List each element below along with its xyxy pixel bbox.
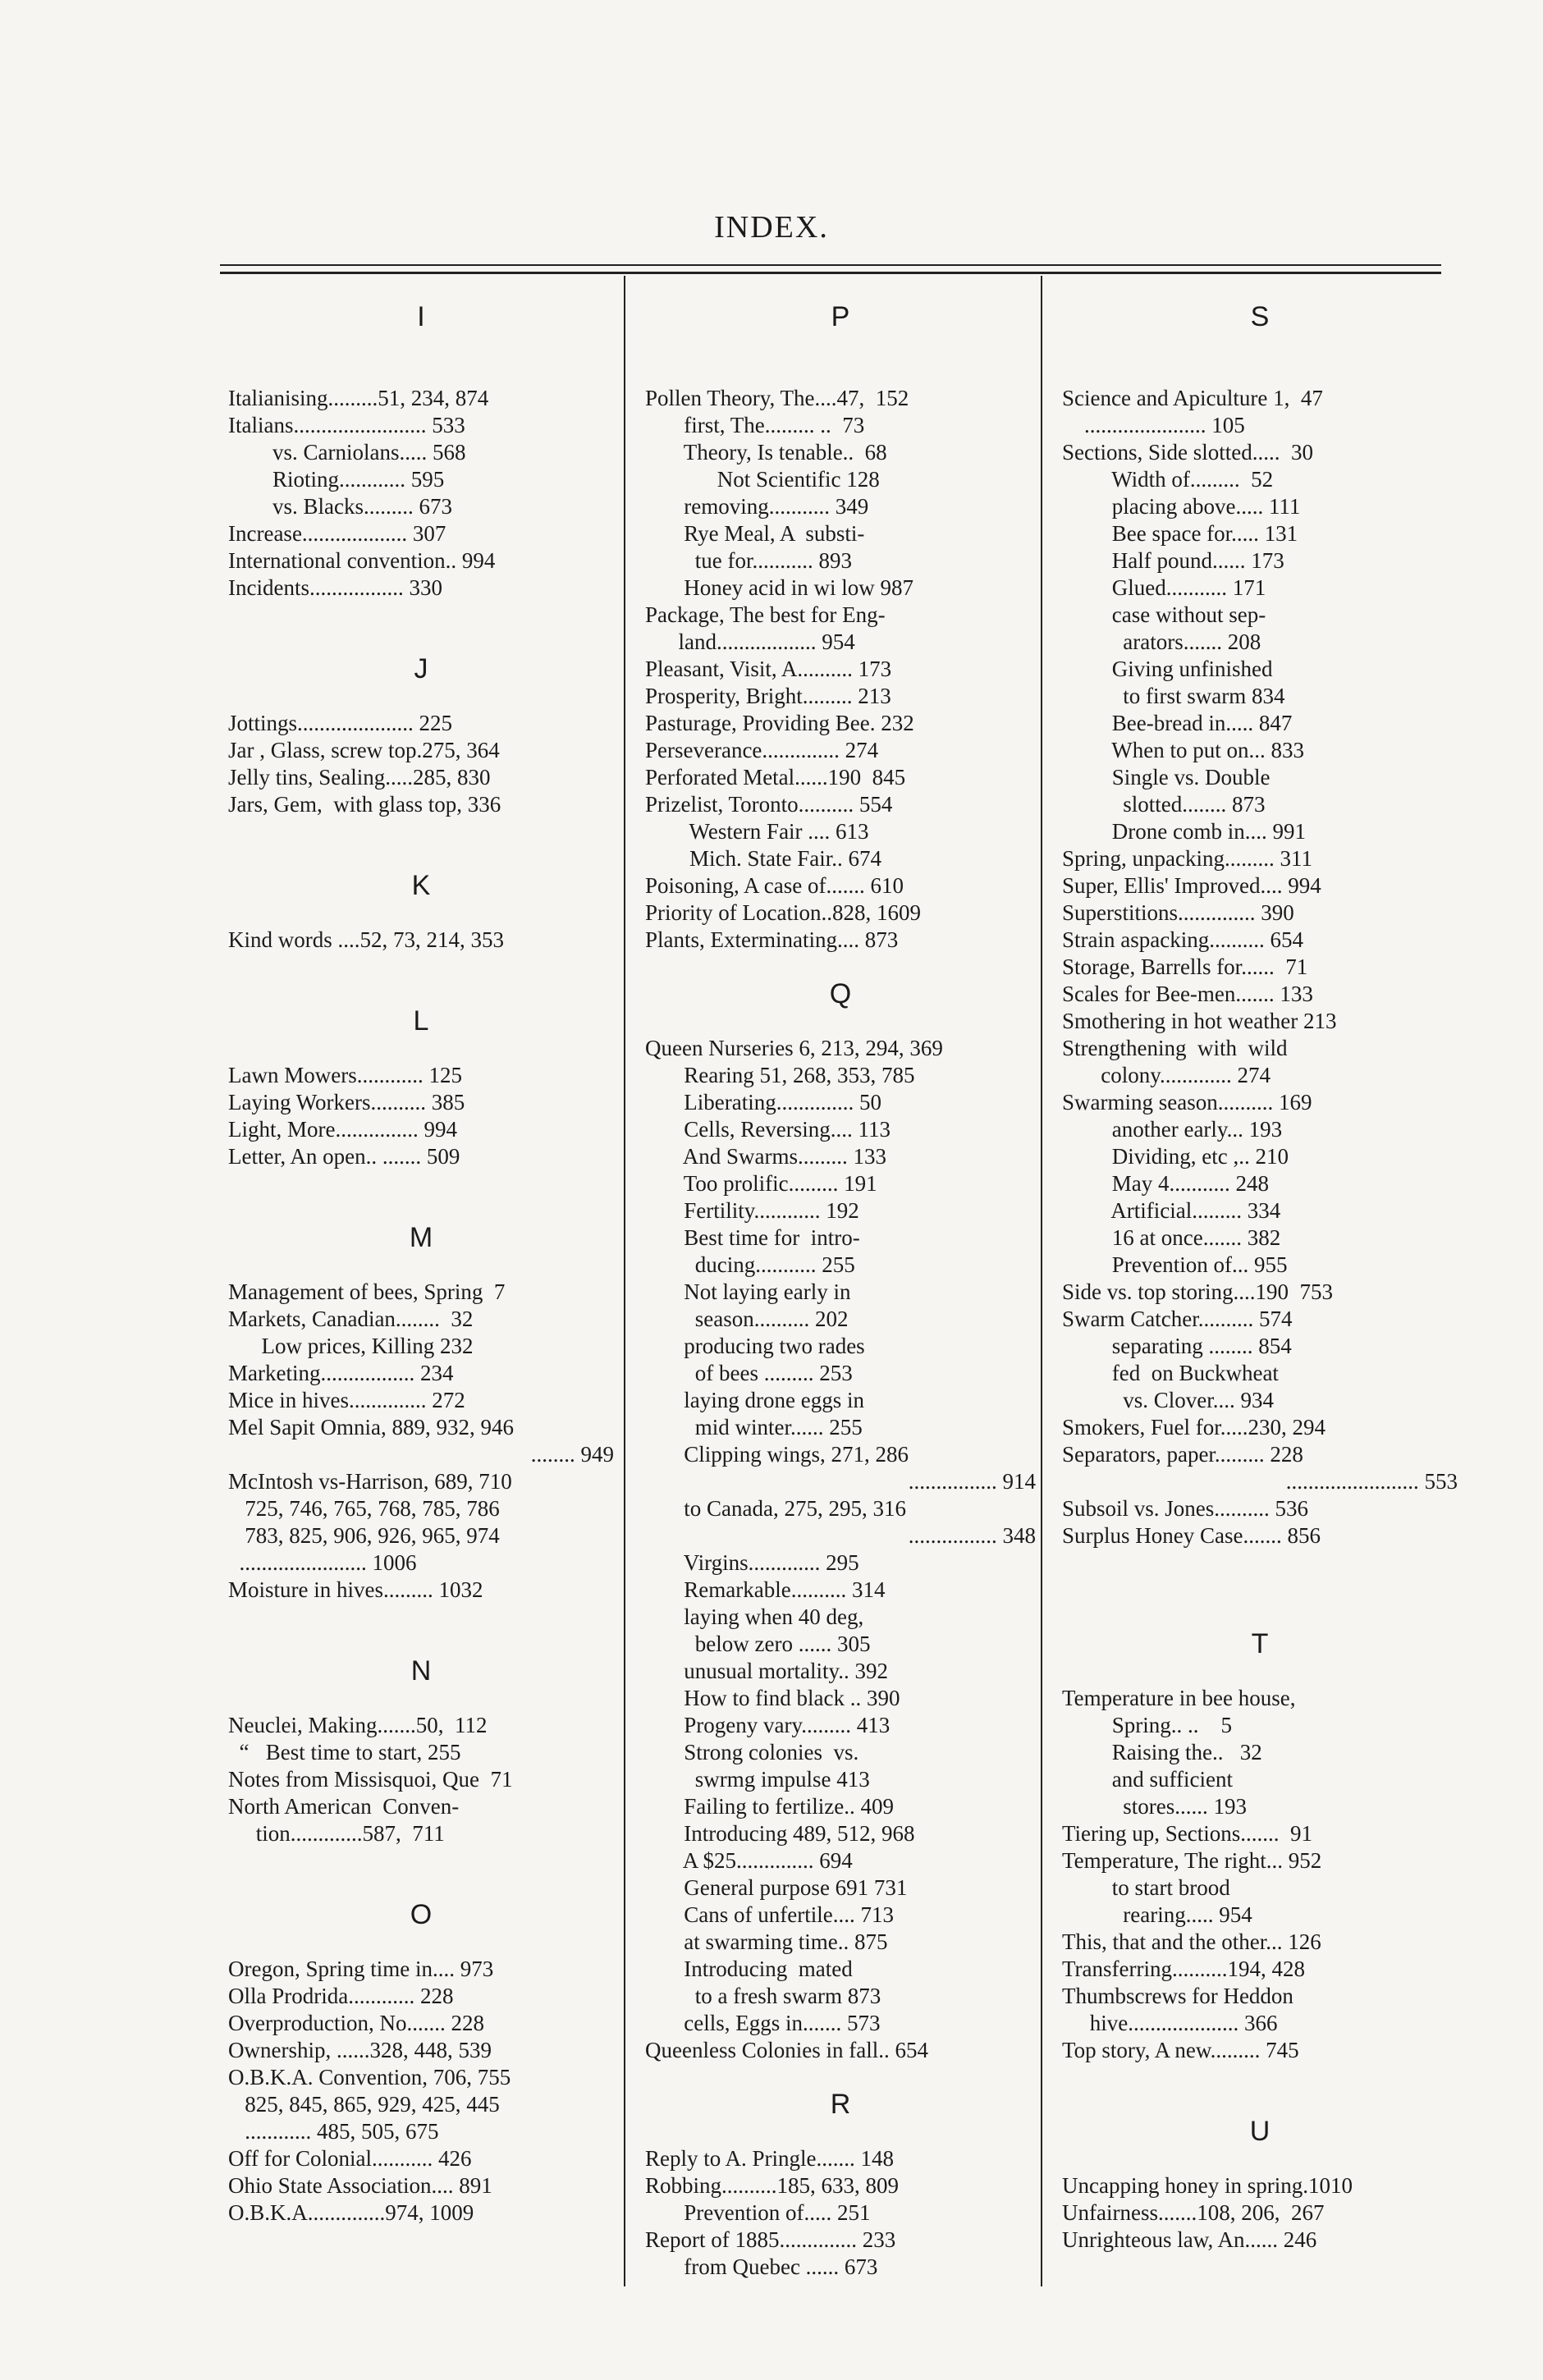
index-entry: stores...... 193 <box>1062 1794 1247 1819</box>
spacer <box>228 899 614 927</box>
index-entry: Failing to fertilize.. 409 <box>645 1794 894 1819</box>
index-entry: 783, 825, 906, 926, 965, 974 <box>228 1523 500 1548</box>
index-entry: Side vs. top storing....190 753 <box>1062 1279 1334 1304</box>
section-letter: U <box>1249 2116 1271 2147</box>
index-entry: Single vs. Double <box>1062 765 1271 790</box>
index-entry: Moisture in hives......... 1032 <box>228 1577 483 1602</box>
index-entry: Progeny vary......... 413 <box>645 1713 891 1737</box>
index-entry: Increase................... 307 <box>228 521 446 546</box>
spacer <box>228 1847 614 1874</box>
index-entry: Mel Sapit Omnia, 889, 932, 946 <box>228 1415 514 1439</box>
index-entry: Smothering in hot weather 213 <box>1062 1009 1337 1033</box>
index-entry: May 4........... 248 <box>1062 1171 1269 1196</box>
section-letter: K <box>411 870 431 901</box>
index-entry: from Quebec ...... 673 <box>645 2254 878 2279</box>
index-entry: Thumbscrews for Heddon <box>1062 1984 1293 2008</box>
section-letter: Q <box>829 978 852 1009</box>
index-entry: Off for Colonial........... 426 <box>228 2146 472 2171</box>
index-entry: Management of bees, Spring 7 <box>228 1279 506 1304</box>
spacer <box>645 1008 1036 1035</box>
section-letter: L <box>413 1005 429 1037</box>
section-letter: P <box>831 301 850 332</box>
index-entry: Overproduction, No....... 228 <box>228 2011 484 2035</box>
index-entry: Superstitions.............. 390 <box>1062 900 1294 925</box>
index-entry: at swarming time.. 875 <box>645 1929 888 1954</box>
index-entry: Smokers, Fuel for.....230, 294 <box>1062 1415 1326 1439</box>
index-entry: Notes from Missisquoi, Que 71 <box>228 1767 513 1792</box>
spacer <box>228 1170 614 1197</box>
index-entry: rearing..... 954 <box>1062 1902 1252 1927</box>
spacer <box>1062 1658 1458 1685</box>
spacer <box>228 1929 614 1956</box>
index-entry: Prevention of... 955 <box>1062 1252 1288 1277</box>
index-entry: McIntosh vs-Harrison, 689, 710 <box>228 1469 512 1494</box>
spacer <box>1062 1549 1458 1577</box>
index-entry: Cells, Reversing.... 113 <box>645 1117 891 1142</box>
index-entry: placing above..... 111 <box>1062 494 1301 519</box>
index-entry: Width of......... 52 <box>1062 467 1274 492</box>
index-entry: Temperature in bee house, <box>1062 1686 1296 1710</box>
index-entry: Cans of unfertile.... 713 <box>645 1902 894 1927</box>
index-entry: When to put on... 833 <box>1062 738 1304 762</box>
spacer <box>645 2064 1036 2091</box>
index-entry: Prevention of..... 251 <box>645 2200 871 2225</box>
index-entry: 825, 845, 865, 929, 425, 445 <box>228 2092 500 2117</box>
index-entry: North American Conven- <box>228 1794 460 1819</box>
index-entry: Too prolific......... 191 <box>645 1171 877 1196</box>
index-entry: General purpose 691 731 <box>645 1875 908 1900</box>
spacer <box>228 1604 614 1631</box>
index-column-3 <box>1062 301 1458 2254</box>
index-entry: Not laying early in <box>645 1279 851 1304</box>
spacer <box>228 954 614 981</box>
index-entry: Lawn Mowers............ 125 <box>228 1063 462 1087</box>
index-entry: Surplus Honey Case....... 856 <box>1062 1523 1321 1548</box>
index-entry: colony............. 274 <box>1062 1063 1271 1087</box>
section-letter: N <box>410 1655 432 1687</box>
index-entry: Robbing..........185, 633, 809 <box>645 2173 900 2198</box>
spacer <box>228 1035 614 1062</box>
spacer <box>645 331 1036 358</box>
index-entry: Strong colonies vs. <box>645 1740 859 1764</box>
index-entry: Ohio State Association.... 891 <box>228 2173 492 2198</box>
index-entry: Giving unfinished <box>1062 657 1273 681</box>
index-entry: ....................... 1006 <box>228 1550 417 1575</box>
index-entry: to Canada, 275, 295, 316 <box>645 1496 906 1521</box>
index-entry: Olla Prodrida............ 228 <box>228 1984 454 2008</box>
spacer <box>645 954 1036 981</box>
index-entry: 16 at once....... 382 <box>1062 1225 1281 1250</box>
section-letter: J <box>414 653 428 684</box>
section-letter: T <box>1251 1628 1269 1659</box>
spacer <box>1062 2145 1458 2172</box>
index-entry: swrmg impulse 413 <box>645 1767 870 1792</box>
index-entry: Theory, Is tenable.. 68 <box>645 440 887 465</box>
index-entry: Storage, Barrells for...... 71 <box>1062 954 1308 979</box>
header-rule-thin <box>220 264 1441 266</box>
index-entry: Ownership, ......328, 448, 539 <box>228 2038 492 2062</box>
index-entry: 725, 746, 765, 768, 785, 786 <box>228 1496 500 1521</box>
spacer <box>228 1197 614 1224</box>
index-entry: O.B.K.A. Convention, 706, 755 <box>228 2065 511 2089</box>
index-entry: Unfairness.......108, 206, 267 <box>1062 2200 1325 2225</box>
index-entry: of bees ......... 253 <box>645 1361 853 1385</box>
index-entry: vs. Blacks......... 673 <box>228 494 452 519</box>
index-entry: to a fresh swarm 873 <box>645 1984 881 2008</box>
index-entry: Virgins............. 295 <box>645 1550 859 1575</box>
index-entry: Tiering up, Sections....... 91 <box>1062 1821 1313 1846</box>
index-entry: another early... 193 <box>1062 1117 1283 1142</box>
index-entry: first, The......... .. 73 <box>645 413 865 437</box>
index-entry: Neuclei, Making.......50, 112 <box>228 1713 488 1737</box>
index-entry: season.......... 202 <box>645 1307 849 1331</box>
index-entry: mid winter...... 255 <box>645 1415 863 1439</box>
index-entry: Fertility............ 192 <box>645 1198 859 1223</box>
index-entry: to first swarm 834 <box>1062 684 1285 708</box>
index-entry: Western Fair .... 613 <box>645 819 869 844</box>
spacer <box>1062 358 1458 385</box>
index-entry: Markets, Canadian........ 32 <box>228 1307 474 1331</box>
index-entry: Spring.. .. 5 <box>1062 1713 1233 1737</box>
section-letter: M <box>409 1222 433 1253</box>
index-entry: Incidents................. 330 <box>228 575 442 600</box>
spacer <box>228 358 614 385</box>
index-entry: Remarkable.......... 314 <box>645 1577 886 1602</box>
index-entry: Kind words ....52, 73, 214, 353 <box>228 927 504 952</box>
index-entry: ........................ 553 <box>1285 1469 1458 1494</box>
index-entry: removing........... 349 <box>645 494 869 519</box>
index-entry: Low prices, Killing 232 <box>228 1334 474 1358</box>
index-entry: Perseverance.............. 274 <box>645 738 879 762</box>
index-entry: laying when 40 deg, <box>645 1604 864 1629</box>
spacer <box>228 981 614 1008</box>
index-entry: O.B.K.A..............974, 1009 <box>228 2200 474 2225</box>
index-entry: hive.................... 366 <box>1062 2011 1278 2035</box>
index-entry: ...................... 105 <box>1062 413 1245 437</box>
index-entry: land.................. 954 <box>645 629 855 654</box>
spacer <box>1062 2091 1458 2118</box>
index-entry: Jars, Gem, with glass top, 336 <box>228 792 501 817</box>
index-entry: “ Best time to start, 255 <box>228 1740 461 1764</box>
section-letter: O <box>410 1899 433 1930</box>
index-entry: ................ 914 <box>908 1469 1036 1494</box>
index-entry: Italians........................ 533 <box>228 413 465 437</box>
index-entry: Queenless Colonies in fall.. 654 <box>645 2038 928 2062</box>
spacer <box>228 1252 614 1279</box>
index-entry: Not Scientific 128 <box>645 467 880 492</box>
index-entry: Prizelist, Toronto.......... 554 <box>645 792 893 817</box>
index-entry: Liberating.............. 50 <box>645 1090 881 1114</box>
index-entry: Swarming season.......... 169 <box>1062 1090 1312 1114</box>
index-entry: laying drone eggs in <box>645 1388 864 1412</box>
index-entry: Pleasant, Visit, A.......... 173 <box>645 657 892 681</box>
index-entry: arators....... 208 <box>1062 629 1261 654</box>
index-entry: Reply to A. Pringle....... 148 <box>645 2146 894 2171</box>
spacer <box>645 358 1036 385</box>
index-entry: below zero ...... 305 <box>645 1632 871 1656</box>
index-entry: Uncapping honey in spring.1010 <box>1062 2173 1353 2198</box>
index-entry: Italianising.........51, 234, 874 <box>228 386 489 410</box>
index-entry: Plants, Exterminating.... 873 <box>645 927 899 952</box>
section-letter: I <box>417 301 425 332</box>
index-entry: Artificial......... 334 <box>1062 1198 1281 1223</box>
index-column-1 <box>228 301 614 2227</box>
index-entry: Strengthening with wild <box>1062 1036 1288 1060</box>
spacer <box>1062 2064 1458 2091</box>
spacer <box>228 845 614 872</box>
index-entry: unusual mortality.. 392 <box>645 1659 888 1683</box>
index-entry: separating ........ 854 <box>1062 1334 1292 1358</box>
index-entry: Package, The best for Eng- <box>645 602 886 627</box>
index-entry: Rye Meal, A substi- <box>645 521 865 546</box>
index-entry: Introducing 489, 512, 968 <box>645 1821 915 1846</box>
spacer <box>228 1631 614 1658</box>
index-entry: Half pound...... 173 <box>1062 548 1284 573</box>
index-entry: Perforated Metal......190 845 <box>645 765 906 790</box>
index-entry: Unrighteous law, An...... 246 <box>1062 2227 1317 2252</box>
index-entry: Jottings..................... 225 <box>228 711 453 735</box>
index-entry: Jelly tins, Sealing.....285, 830 <box>228 765 491 790</box>
index-entry: Honey acid in wi low 987 <box>645 575 913 600</box>
index-entry: ................ 348 <box>908 1523 1036 1548</box>
index-entry: and sufficient <box>1062 1767 1233 1792</box>
index-entry: vs. Carniolans..... 568 <box>228 440 466 465</box>
index-entry: slotted........ 873 <box>1062 792 1266 817</box>
spacer <box>228 683 614 710</box>
index-entry: Sections, Side slotted..... 30 <box>1062 440 1313 465</box>
index-entry: Scales for Bee-men....... 133 <box>1062 982 1313 1006</box>
index-entry: vs. Clover.... 934 <box>1062 1388 1275 1412</box>
index-entry: Swarm Catcher.......... 574 <box>1062 1307 1293 1331</box>
index-entry: Clipping wings, 271, 286 <box>645 1442 909 1467</box>
index-entry: Oregon, Spring time in.... 973 <box>228 1957 494 1981</box>
index-entry: How to find black .. 390 <box>645 1686 900 1710</box>
index-entry: Pollen Theory, The....47, 152 <box>645 386 909 410</box>
index-entry: Report of 1885.............. 233 <box>645 2227 896 2252</box>
index-entry: to start brood <box>1062 1875 1230 1900</box>
index-entry: Priority of Location..828, 1609 <box>645 900 921 925</box>
index-entry: Mice in hives.............. 272 <box>228 1388 465 1412</box>
index-entry: fed on Buckwheat <box>1062 1361 1279 1385</box>
index-entry: Poisoning, A case of....... 610 <box>645 873 904 898</box>
index-entry: Best time for intro- <box>645 1225 860 1250</box>
spacer <box>228 331 614 358</box>
index-entry: Spring, unpacking......... 311 <box>1062 846 1312 871</box>
index-entry: tue for........... 893 <box>645 548 852 573</box>
index-entry: case without sep- <box>1062 602 1266 627</box>
index-entry: Transferring..........194, 428 <box>1062 1957 1305 1981</box>
index-entry: Raising the.. 32 <box>1062 1740 1262 1764</box>
index-entry: Temperature, The right... 952 <box>1062 1848 1322 1873</box>
spacer <box>228 818 614 845</box>
index-entry: Queen Nurseries 6, 213, 294, 369 <box>645 1036 943 1060</box>
index-entry: Super, Ellis' Improved.... 994 <box>1062 873 1321 898</box>
index-entry: International convention.. 994 <box>228 548 496 573</box>
index-entry: tion.............587, 711 <box>228 1821 445 1846</box>
header-rule-thick <box>220 272 1441 274</box>
index-column-2 <box>645 301 1036 2281</box>
spacer <box>228 629 614 656</box>
index-entry: Prosperity, Bright......... 213 <box>645 684 891 708</box>
index-entry: Introducing mated <box>645 1957 853 1981</box>
index-entry: cells, Eggs in....... 573 <box>645 2011 881 2035</box>
index-entry: Pasturage, Providing Bee. 232 <box>645 711 914 735</box>
index-entry: ........ 949 <box>530 1442 614 1467</box>
index-entry: Glued........... 171 <box>1062 575 1266 600</box>
spacer <box>228 1685 614 1712</box>
spacer <box>228 602 614 629</box>
index-entry: A $25.............. 694 <box>645 1848 853 1873</box>
index-entry: Drone comb in.... 991 <box>1062 819 1306 844</box>
column-divider-2 <box>1041 276 1042 2286</box>
index-entry: Rearing 51, 268, 353, 785 <box>645 1063 915 1087</box>
index-entry: And Swarms......... 133 <box>645 1144 887 1169</box>
section-letter: R <box>830 2089 851 2120</box>
index-entry: producing two rades <box>645 1334 865 1358</box>
index-entry: ducing........... 255 <box>645 1252 855 1277</box>
spacer <box>228 1874 614 1902</box>
index-entry: ............ 485, 505, 675 <box>228 2119 439 2144</box>
index-entry: Marketing................. 234 <box>228 1361 454 1385</box>
index-entry: Top story, A new......... 745 <box>1062 2038 1299 2062</box>
index-entry: Science and Apiculture 1, 47 <box>1062 386 1323 410</box>
index-entry: Rioting............ 595 <box>228 467 445 492</box>
index-entry: Bee space for..... 131 <box>1062 521 1298 546</box>
index-entry: Separators, paper......... 228 <box>1062 1442 1303 1467</box>
index-entry: Strain aspacking.......... 654 <box>1062 927 1303 952</box>
index-entry: Laying Workers.......... 385 <box>228 1090 465 1114</box>
index-entry: Light, More............... 994 <box>228 1117 457 1142</box>
index-entry: Jar , Glass, screw top.275, 364 <box>228 738 500 762</box>
index-entry: Bee-bread in..... 847 <box>1062 711 1293 735</box>
index-entry: This, that and the other... 126 <box>1062 1929 1321 1954</box>
index-entry: Letter, An open.. ....... 509 <box>228 1144 460 1169</box>
spacer <box>645 2118 1036 2145</box>
page-title: INDEX. <box>714 210 829 245</box>
index-entry: Dividing, etc ,.. 210 <box>1062 1144 1289 1169</box>
index-entry: Mich. State Fair.. 674 <box>645 846 881 871</box>
index-entry: Subsoil vs. Jones.......... 536 <box>1062 1496 1309 1521</box>
spacer <box>1062 1604 1458 1631</box>
section-letter: S <box>1250 301 1270 332</box>
spacer <box>1062 1577 1458 1604</box>
spacer <box>1062 331 1458 358</box>
column-divider-1 <box>624 276 625 2286</box>
